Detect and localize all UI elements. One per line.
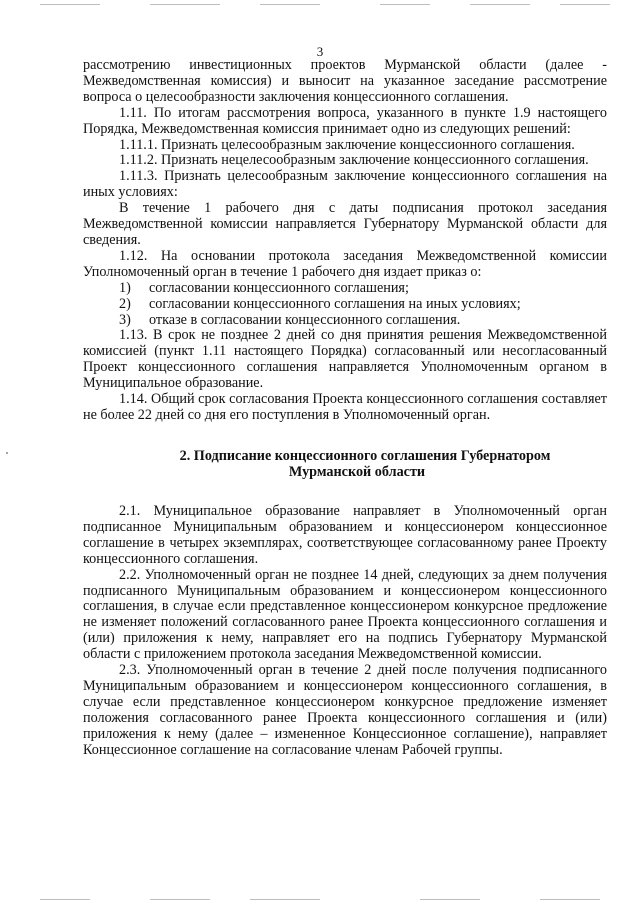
scan-speck xyxy=(6,452,8,454)
document-body xyxy=(83,58,607,759)
section-heading-line2: Мурманской области xyxy=(288,464,426,481)
scan-line xyxy=(150,4,220,5)
list-item-text: согласовании концессионного соглашения на иных условиях; xyxy=(149,295,521,312)
paragraph-1-11-1: 1.11.1. Признать целесообразным заключение концессионного соглашения. xyxy=(119,136,575,153)
list-item xyxy=(119,313,607,329)
order-list xyxy=(83,281,607,329)
paragraph-1-13: 1.13. В срок не позднее 2 дней со дня принятия решения Межведомственной комиссией (пункт 1.11 настоящего Порядка) согласованный или несогласованный Проект концессионного соглашения направляется Уполномоченным органом в Муниципальное образование. xyxy=(83,327,607,392)
paragraph-2-2: 2.2. Уполномоченный орган не позднее 14 дней, следующих за днем получения подписанного Муниципальным образованием и концессионером концессионного соглашения, в случае если представленное концессионером конкурсное предложение не изменяет положений согласованного ранее Проекта концессионного соглашения и (или) приложения к нему, направляет его на подпись Губернатору Мурманской области с приложением протокола заседания Межведомственной комиссии. xyxy=(83,566,607,663)
paragraph-2-1: 2.1. Муниципальное образование направляет в Уполномоченный орган подписанное Муниципальным образованием и концессионером концессионное соглашение в четырех экземплярах, соответствующее согласованному ранее Проекту концессионного соглашения. xyxy=(83,503,607,567)
scan-line xyxy=(540,899,600,900)
list-item xyxy=(119,297,607,313)
section-heading xyxy=(83,448,607,481)
scan-line xyxy=(470,4,530,5)
list-item-text: согласовании концессионного соглашения; xyxy=(149,279,409,296)
scan-line xyxy=(560,4,610,5)
list-item xyxy=(119,281,607,297)
paragraph-1-14: 1.14. Общий срок согласования Проекта концессионного соглашения составляет не более 22 дней со дня его поступления в Уполномоченный орган. xyxy=(83,391,607,423)
paragraph-continuation: рассмотрению инвестиционных проектов Мурманской области (далее - Межведомственная комиссия) и выносит на указанное заседание рассмотрение вопроса о целесообразности заключения концессионного соглашения. xyxy=(83,57,607,105)
scan-line xyxy=(380,4,430,5)
page-number: 3 xyxy=(316,44,324,59)
scan-line xyxy=(420,899,480,900)
paragraph-2-3: 2.3. Уполномоченный орган в течение 2 дней после получения подписанного Муниципальным образованием и концессионером концессионного соглашения, в случае если представленное концессионером конкурсное предложение изменяет положения согласованного ранее Проекта концессионного соглашения и (или) приложения к нему (далее – измененное Концессионное соглашение), направляет Концессионное соглашение на согласование членам Рабочей группы. xyxy=(83,662,607,758)
scan-line xyxy=(250,899,320,900)
paragraph-1-11-3: 1.11.3. Признать целесообразным заключение концессионного соглашения на иных условиях: xyxy=(83,168,607,201)
scan-line xyxy=(260,4,320,5)
list-item-text: отказе в согласовании концессионного соглашения. xyxy=(149,311,461,328)
paragraph-1-11-timing: В течение 1 рабочего дня с даты подписания протокол заседания Межведомственной комиссии направляется Губернатору Мурманской области для сведения. xyxy=(83,200,607,248)
section-heading-line1: 2. Подписание концессионного соглашения Губернатором xyxy=(179,447,551,464)
paragraph-1-11: 1.11. По итогам рассмотрения вопроса, указанного в пункте 1.9 настоящего Порядка, Межведомственная комиссия принимает одно из следующих решений: xyxy=(83,104,607,137)
paragraph-1-11-2: 1.11.2. Признать нецелесообразным заключение концессионного соглашения. xyxy=(119,152,589,169)
paragraph-1-12: 1.12. На основании протокола заседания Межведомственной комиссии Уполномоченный орган в течение 1 рабочего дня издает приказ о: xyxy=(83,247,607,280)
list-item-number: 2) xyxy=(119,295,131,312)
list-item-number: 3) xyxy=(119,311,131,328)
scan-line xyxy=(40,4,100,5)
list-item-number: 1) xyxy=(119,279,131,296)
scan-line xyxy=(40,899,90,900)
scan-line xyxy=(150,899,210,900)
